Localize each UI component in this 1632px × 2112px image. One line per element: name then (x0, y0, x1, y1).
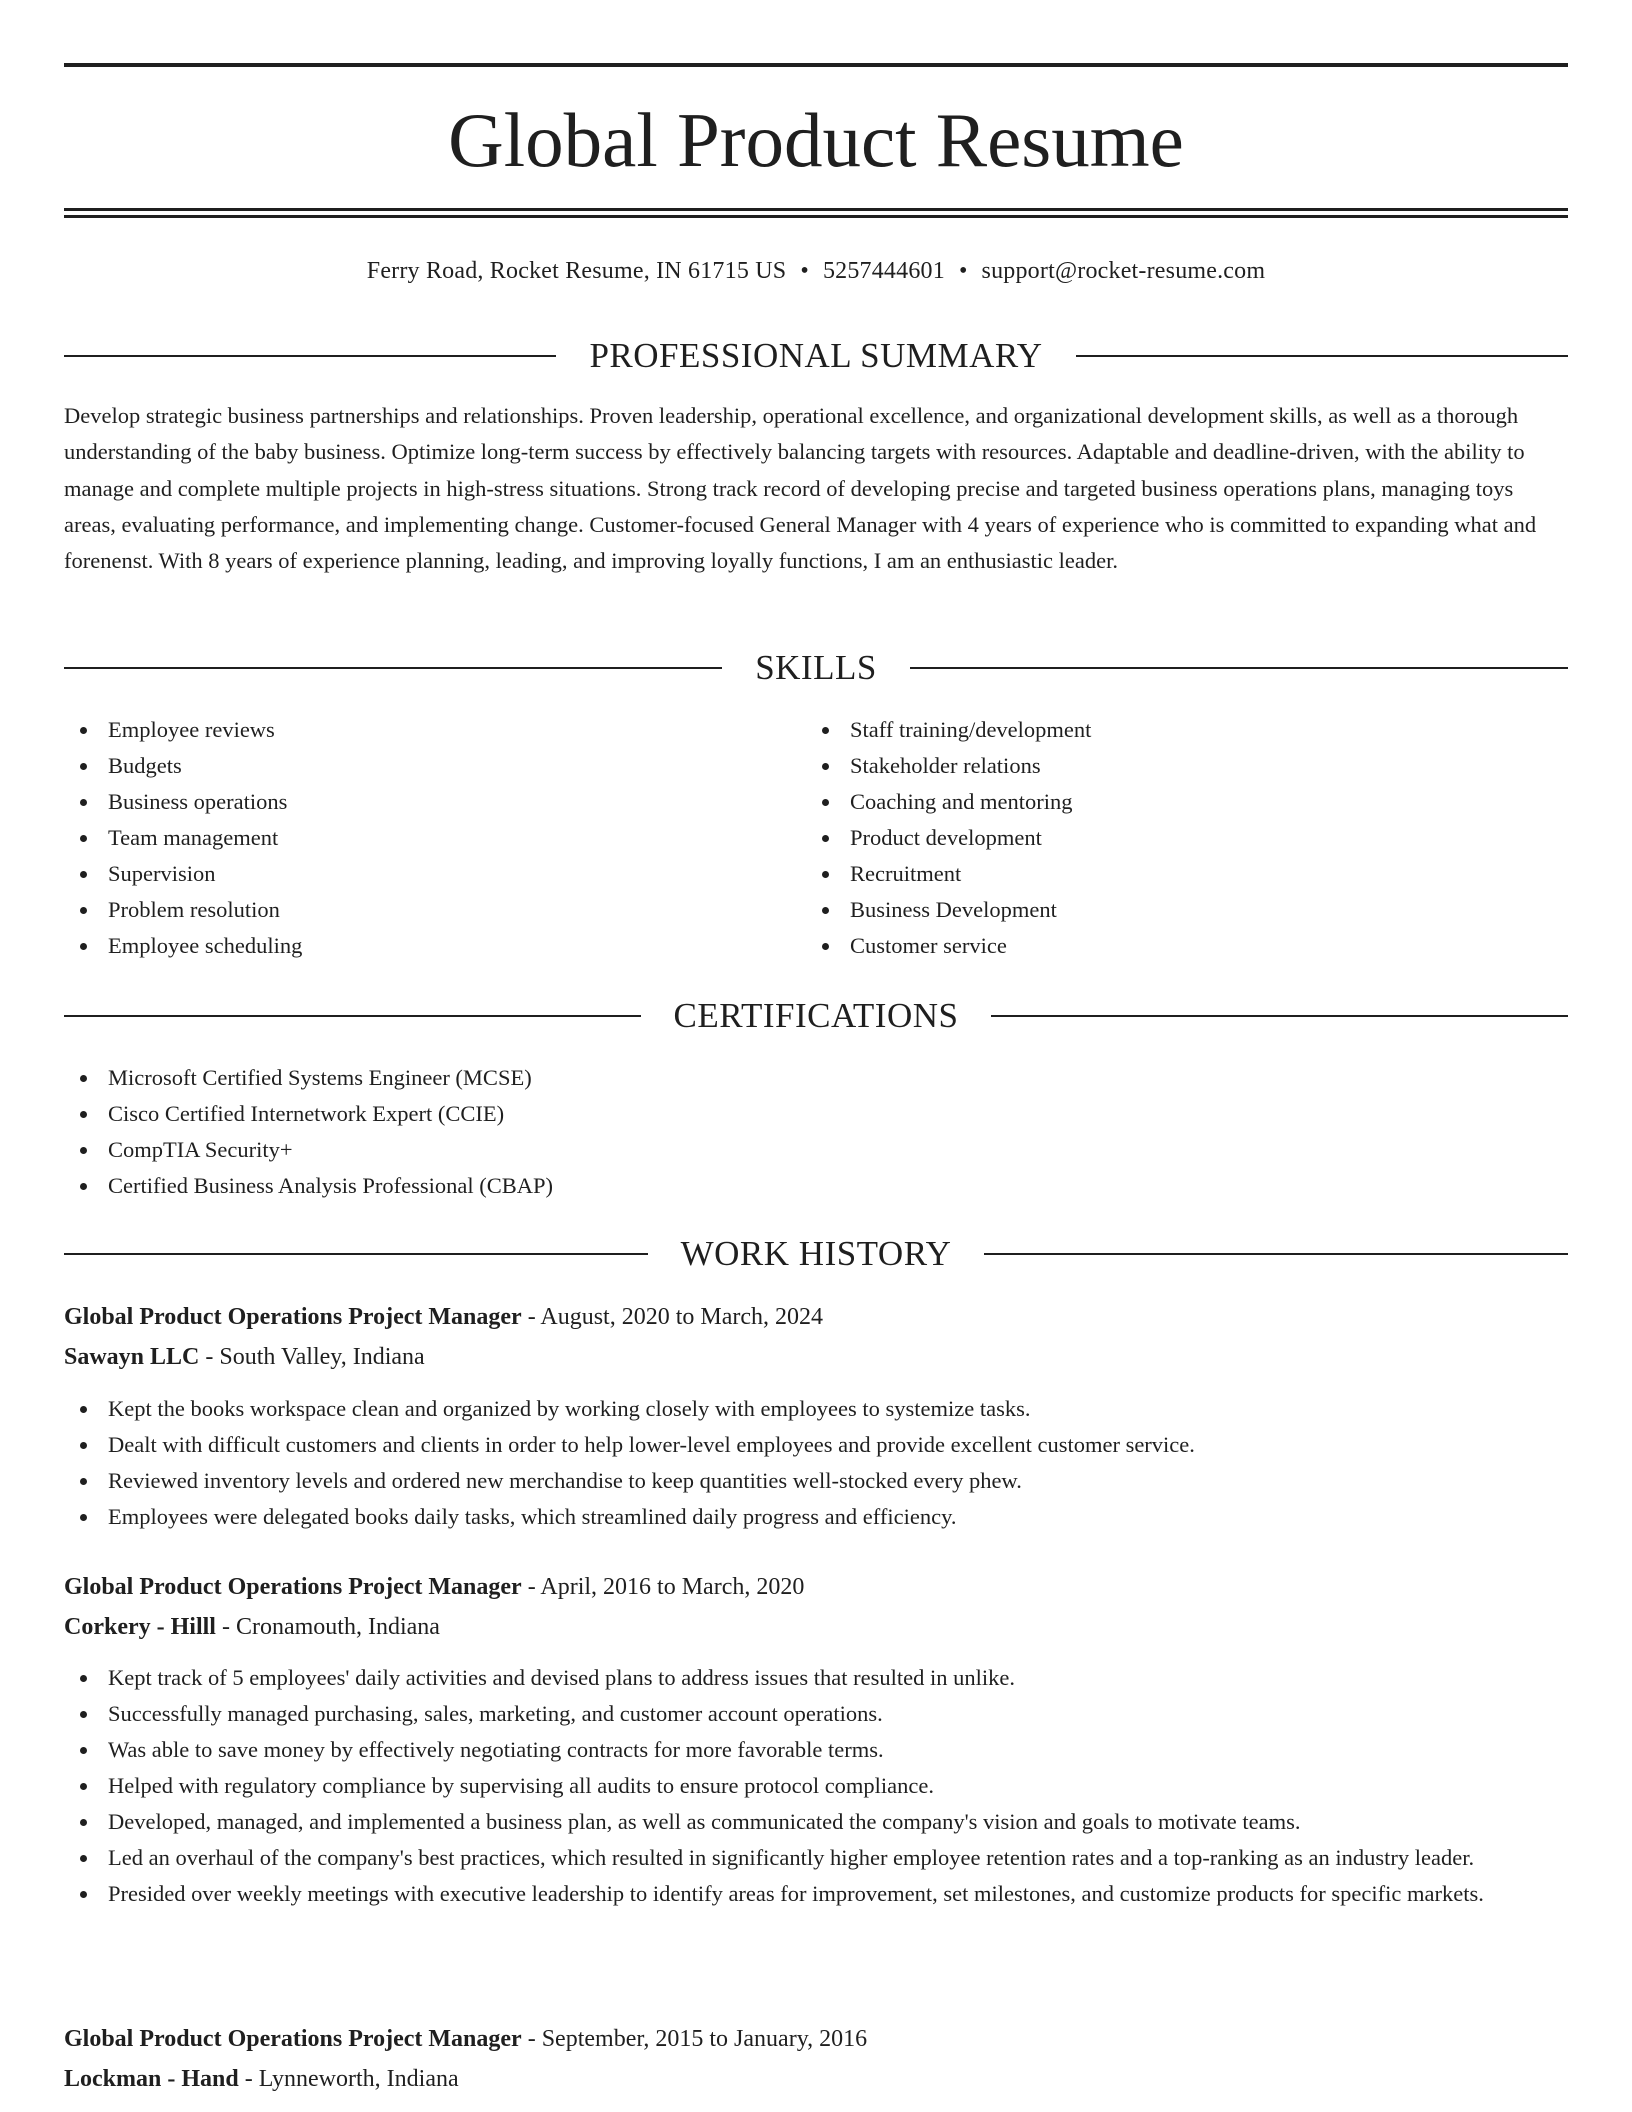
contact-line (64, 252, 1568, 290)
summary-text: Develop strategic business partnerships and relationships. Proven leadership, operational excellence, and organizational development skills, as well as a thorough understanding of the baby business. Optimize long-term success by effectively balancing targets with resources. Adaptable and deadline-driven, with the ability to manage and complete multiple projects in high-stress situations. Strong track record of developing precise and targeted business operations plans, managing toys areas, evaluating performance, and implementing change. Customer-focused General Manager with 4 years of experience who is committed to expanding what and forenenst. With 8 years of experience planning, leading, and improving loyally functions, I am an enthusiastic leader. (64, 403, 1537, 574)
bullet-dot (80, 1478, 87, 1485)
certification-item-text: Certified Business Analysis Professional (CBAP) (108, 1173, 553, 1198)
bullet-dot (822, 799, 829, 806)
section-title: SKILLS (755, 648, 877, 687)
job-duty-item (64, 1463, 1568, 1499)
certifications-list (64, 1060, 1568, 1204)
heading-rule-right (910, 667, 1568, 669)
bullet-dot (80, 1075, 87, 1082)
skill-item-text: Business operations (108, 789, 288, 814)
bullet-dot (80, 1675, 87, 1682)
certification-item (64, 1096, 1568, 1132)
job-title-line (64, 2019, 1568, 2059)
skill-item-text: Supervision (108, 861, 216, 886)
section-title: PROFESSIONAL SUMMARY (589, 336, 1043, 375)
job-duty-item-text: Kept the books workspace clean and organized by working closely with employees to systemize tasks. (108, 1396, 1031, 1421)
job-duty-item-text: Presided over weekly meetings with executive leadership to identify areas for improvement, set milestones, and customize products for specific markets. (108, 1881, 1484, 1906)
skill-item-text: Problem resolution (108, 897, 280, 922)
skills-list-left (64, 712, 794, 964)
skills-column-left (64, 712, 794, 964)
job-title: Global Product Operations Project Manager (64, 2026, 522, 2052)
job-duty-item-text: Led an overhaul of the company's best practices, which resulted in significantly higher employee retention rates and a top-ranking as an industry leader. (108, 1845, 1475, 1870)
job-duty-item-text: Kept track of 5 employees' daily activities and devised plans to address issues that resulted in unlike. (108, 1665, 1015, 1690)
job-duty-item (64, 1804, 1568, 1840)
bullet-dot (822, 943, 829, 950)
job-duty-item (64, 1876, 1568, 1912)
job-dates: - September, 2015 to January, 2016 (521, 2026, 868, 2052)
skill-item-text: Employee scheduling (108, 933, 303, 958)
bullet-dot (80, 1783, 87, 1790)
job-title-line (64, 1297, 1568, 1337)
job-duty-item (64, 1768, 1568, 1804)
skill-item (806, 748, 1536, 784)
certification-item (64, 1132, 1568, 1168)
skill-item-text: Product development (850, 825, 1042, 850)
job-location: - Cronamouth, Indiana (215, 1614, 440, 1640)
bullet-dot (80, 1819, 87, 1826)
bullet-dot (80, 1711, 87, 1718)
skill-item (806, 892, 1536, 928)
bullet-dot (80, 799, 87, 806)
job-company-line (64, 2059, 1568, 2099)
job-duties-list (64, 1391, 1568, 1535)
heading-rule-left (64, 1253, 648, 1255)
skill-item-text: Staff training/development (850, 717, 1092, 742)
heading-rule-right (984, 1253, 1568, 1255)
job-title: Global Product Operations Project Manager (64, 1304, 522, 1330)
title-rule-lower (64, 215, 1568, 218)
certifications-block (64, 1060, 1568, 1204)
contact-address: Ferry Road, Rocket Resume, IN 61715 US (366, 258, 787, 284)
certification-item-text: CompTIA Security+ (108, 1137, 293, 1162)
heading-rule-left (64, 667, 722, 669)
bullet-dot (80, 763, 87, 770)
bullet-dot (80, 1147, 87, 1154)
bullet-dot (80, 1514, 87, 1521)
skill-item-text: Business Development (850, 897, 1057, 922)
section-heading-certifications (64, 994, 1568, 1038)
bullet-dot (80, 727, 87, 734)
certification-item (64, 1168, 1568, 1204)
skills-list-right (806, 712, 1536, 964)
section-title: WORK HISTORY (680, 1234, 952, 1273)
job-duty-item (64, 1696, 1568, 1732)
section-heading-summary (64, 334, 1568, 378)
skill-item-text: Coaching and mentoring (850, 789, 1073, 814)
section-title: CERTIFICATIONS (673, 996, 959, 1035)
job-duty-item-text: Helped with regulatory compliance by supervising all audits to ensure protocol compliance. (108, 1773, 935, 1798)
job-duty-item-text: Reviewed inventory levels and ordered new merchandise to keep quantities well-stocked every phew. (108, 1468, 1022, 1493)
job-company: Lockman - Hand (64, 2066, 239, 2092)
job-duty-item-text: Developed, managed, and implemented a business plan, as well as communicated the company's vision and goals to motivate teams. (108, 1809, 1301, 1834)
skill-item (64, 892, 794, 928)
certification-item-text: Microsoft Certified Systems Engineer (MCSE) (108, 1065, 532, 1090)
contact-separator: • (800, 258, 809, 284)
skill-item (806, 712, 1536, 748)
skill-item (806, 820, 1536, 856)
job-dates: - April, 2016 to March, 2020 (521, 1574, 805, 1600)
job-duty-item (64, 1499, 1568, 1535)
skill-item (64, 712, 794, 748)
skill-item (64, 928, 794, 964)
bullet-dot (80, 1747, 87, 1754)
skill-item (806, 784, 1536, 820)
bullet-dot (80, 871, 87, 878)
job-title: Global Product Operations Project Manager (64, 1574, 522, 1600)
bullet-dot (80, 835, 87, 842)
contact-separator: • (958, 258, 968, 284)
job-company: Sawayn LLC (64, 1344, 200, 1370)
skill-item (64, 856, 794, 892)
bullet-dot (80, 1855, 87, 1862)
bullet-dot (80, 943, 87, 950)
bullet-dot (822, 871, 829, 878)
heading-rule-left (64, 1015, 641, 1017)
skill-item-text: Recruitment (850, 861, 962, 886)
heading-rule-right (991, 1015, 1568, 1017)
certification-item-text: Cisco Certified Internetwork Expert (CCIE) (108, 1101, 505, 1126)
skill-item (64, 784, 794, 820)
job-company-line (64, 1337, 1568, 1377)
job-duties (64, 1391, 1568, 1535)
job-duty-item (64, 1427, 1568, 1463)
job-duty-item-text: Was able to save money by effectively negotiating contracts for more favorable terms. (108, 1737, 884, 1762)
heading-rule-left (64, 355, 556, 357)
bullet-dot (80, 907, 87, 914)
certification-item (64, 1060, 1568, 1096)
job-company: Corkery - Hilll (64, 1614, 216, 1640)
job-duty-item-text: Successfully managed purchasing, sales, marketing, and customer account operations. (108, 1701, 883, 1726)
job-duty-item (64, 1840, 1568, 1876)
section-heading-skills (64, 646, 1568, 690)
skill-item (64, 820, 794, 856)
skill-item-text: Budgets (108, 753, 182, 778)
bullet-dot (80, 1183, 87, 1190)
job-dates: - August, 2020 to March, 2024 (521, 1304, 824, 1330)
contact-phone: 5257444601 (822, 258, 945, 284)
job-duty-item (64, 1660, 1568, 1696)
bullet-dot (80, 1406, 87, 1413)
job-duties (64, 1660, 1568, 1912)
bullet-dot (822, 763, 829, 770)
bullet-dot (80, 1442, 87, 1449)
job-duty-item (64, 1732, 1568, 1768)
job-company-line (64, 1607, 1568, 1647)
skill-item (806, 856, 1536, 892)
job-duty-item-text: Employees were delegated books daily tasks, which streamlined daily progress and efficiency. (108, 1504, 957, 1529)
skill-item-text: Stakeholder relations (850, 753, 1041, 778)
page-title: Global Product Resume (448, 97, 1184, 183)
skill-item (64, 748, 794, 784)
top-rule (64, 63, 1568, 67)
bullet-dot (822, 727, 829, 734)
bullet-dot (80, 1891, 87, 1898)
job-duties-list (64, 1660, 1568, 1912)
contact-email: support@rocket-resume.com (981, 258, 1266, 284)
bullet-dot (822, 907, 829, 914)
job-duty-item (64, 1391, 1568, 1427)
job-location: - Lynneworth, Indiana (238, 2066, 459, 2092)
skill-item-text: Customer service (850, 933, 1007, 958)
skill-item (806, 928, 1536, 964)
title-rule-upper (64, 208, 1568, 211)
bullet-dot (80, 1111, 87, 1118)
job-title-line (64, 1567, 1568, 1607)
job-duty-item-text: Dealt with difficult customers and clients in order to help lower-level employees and provide excellent customer service. (108, 1432, 1195, 1457)
skills-column-right (806, 712, 1536, 964)
skill-item-text: Employee reviews (108, 717, 275, 742)
skill-item-text: Team management (108, 825, 279, 850)
heading-rule-right (1076, 355, 1568, 357)
section-heading-work-history (64, 1232, 1568, 1276)
job-location: - South Valley, Indiana (199, 1344, 425, 1370)
bullet-dot (822, 835, 829, 842)
